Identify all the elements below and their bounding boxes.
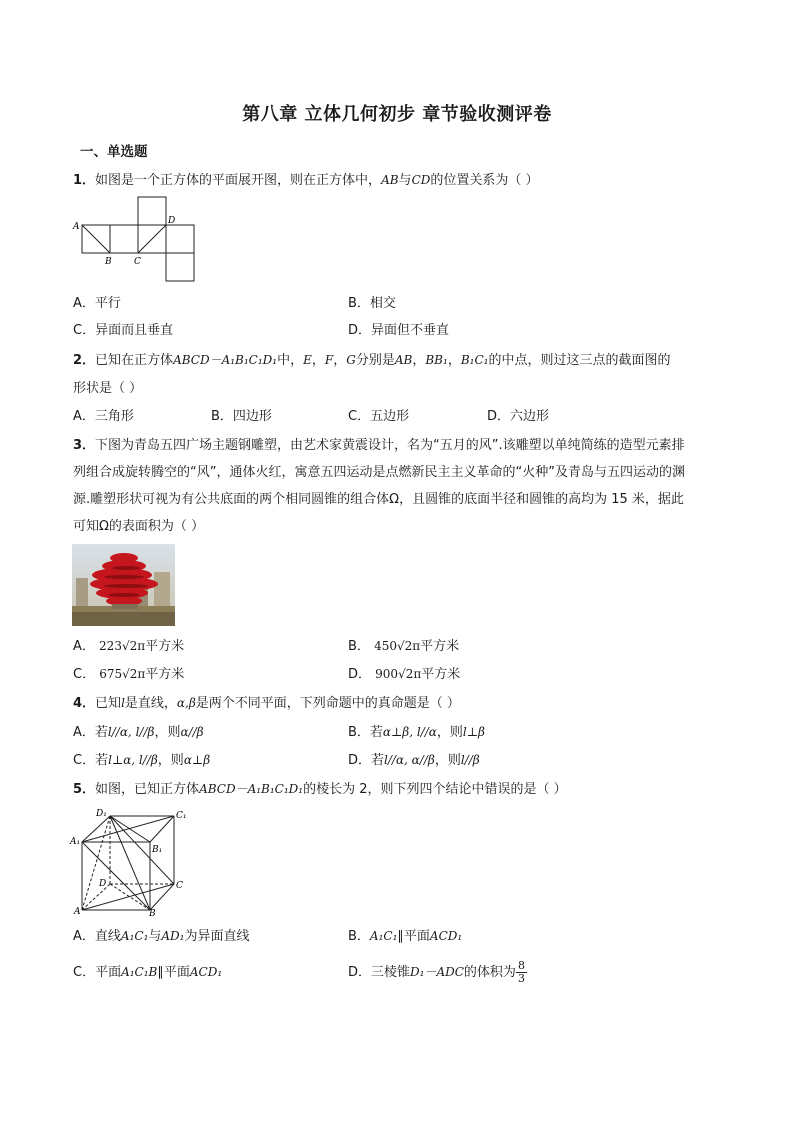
question-number: 5． [73, 782, 96, 797]
label-b: B [105, 257, 112, 267]
q4-option-a[interactable]: A．若l//α, l//β，则α//β [73, 725, 204, 740]
q2-option-c[interactable]: C．五边形 [348, 409, 410, 424]
label-b: B [149, 909, 156, 919]
q4-option-c[interactable]: C．若l⊥α, l//β，则α⊥β [73, 753, 211, 768]
label-b1: B₁ [152, 845, 163, 855]
q3-option-b[interactable]: B． 450√2π平方米 [348, 639, 460, 654]
section-heading: 一、单选题 [80, 144, 148, 160]
label-d: D [168, 216, 176, 226]
q3-option-c[interactable]: C． 675√2π平方米 [73, 667, 185, 682]
question-1: 1．如图是一个正方体的平面展开图，则在正方体中，AB与CD的位置关系为（ ） [73, 173, 539, 188]
question-3-line-3: 源.雕塑形状可视为有公共底面的两个相同圆锥的组合体Ω，且圆锥的底面半径和圆锥的高均为 15 米，据此 [73, 492, 684, 507]
label-a: A [74, 907, 81, 917]
question-number: 4． [73, 696, 96, 711]
question-2: 2．已知在正方体ABCD－A₁B₁C₁D₁中，E，F，G分别是AB，BB₁，B₁C₁的中点，则过这三点的截面图的 [73, 353, 671, 368]
q3-option-a[interactable]: A． 223√2π平方米 [73, 639, 185, 654]
q5-option-d[interactable]: D．三棱锥D₁－ADC的体积为 $\frac{8}{3}$ [348, 959, 525, 985]
label-c: C [176, 881, 183, 891]
q4-option-b[interactable]: B．若α⊥β, l//α，则l⊥β [348, 725, 485, 740]
label-a1: A₁ [70, 837, 81, 847]
cube-figure [70, 806, 185, 918]
label-d: D [99, 879, 107, 889]
label-d1: D₁ [96, 809, 107, 819]
label-c: C [134, 257, 141, 267]
sculpture-photo [72, 544, 175, 626]
question-5: 5．如图，已知正方体ABCD－A₁B₁C₁D₁的棱长为 2，则下列四个结论中错误的是（ ） [73, 782, 567, 797]
q1-option-d[interactable]: D．异面但不垂直 [348, 323, 450, 338]
q2-option-a[interactable]: A．三角形 [73, 409, 134, 424]
question-number: 2． [73, 353, 96, 368]
label-a: A [73, 222, 80, 232]
question-3-line-4: 可知Ω的表面积为（ ） [73, 519, 205, 534]
q1-option-a[interactable]: A．平行 [73, 296, 121, 311]
q1-option-c[interactable]: C．异面而且垂直 [73, 323, 174, 338]
q5-option-b[interactable]: B．A₁C₁∥平面ACD₁ [348, 929, 463, 944]
q2-option-d[interactable]: D．六边形 [487, 409, 550, 424]
question-number: 1． [73, 173, 96, 188]
fraction: $\frac{8}{3}$ [517, 959, 525, 985]
q3-option-d[interactable]: D． 900√2π平方米 [348, 667, 461, 682]
page-title: 第八章 立体几何初步 章节验收测评卷 [242, 104, 552, 125]
q4-option-d[interactable]: D．若l//α, α//β，则l//β [348, 753, 480, 768]
cube-net-figure [72, 195, 202, 285]
q2-option-b[interactable]: B．四边形 [211, 409, 272, 424]
q5-option-c[interactable]: C．平面A₁C₁B∥平面ACD₁ [73, 965, 223, 980]
question-2-line-2: 形状是（ ） [73, 381, 143, 396]
question-number: 3． [73, 438, 96, 453]
question-3-line-1: 3．下图为青岛五四广场主题钢雕塑，由艺术家黄震设计，名为“五月的风”.该雕塑以单纯简练的造型元素排 [73, 438, 685, 453]
question-3-line-2: 列组合成旋转腾空的“风”，通体火红，寓意五四运动是点燃新民主主义革命的“火种”及青岛与五四运动的渊 [73, 465, 685, 480]
q1-option-b[interactable]: B．相交 [348, 296, 396, 311]
q5-option-a[interactable]: A．直线A₁C₁与AD₁为异面直线 [73, 929, 250, 944]
label-c1: C₁ [176, 811, 187, 821]
question-4: 4．已知l是直线，α,β是两个不同平面，下列命题中的真命题是（ ） [73, 696, 460, 711]
